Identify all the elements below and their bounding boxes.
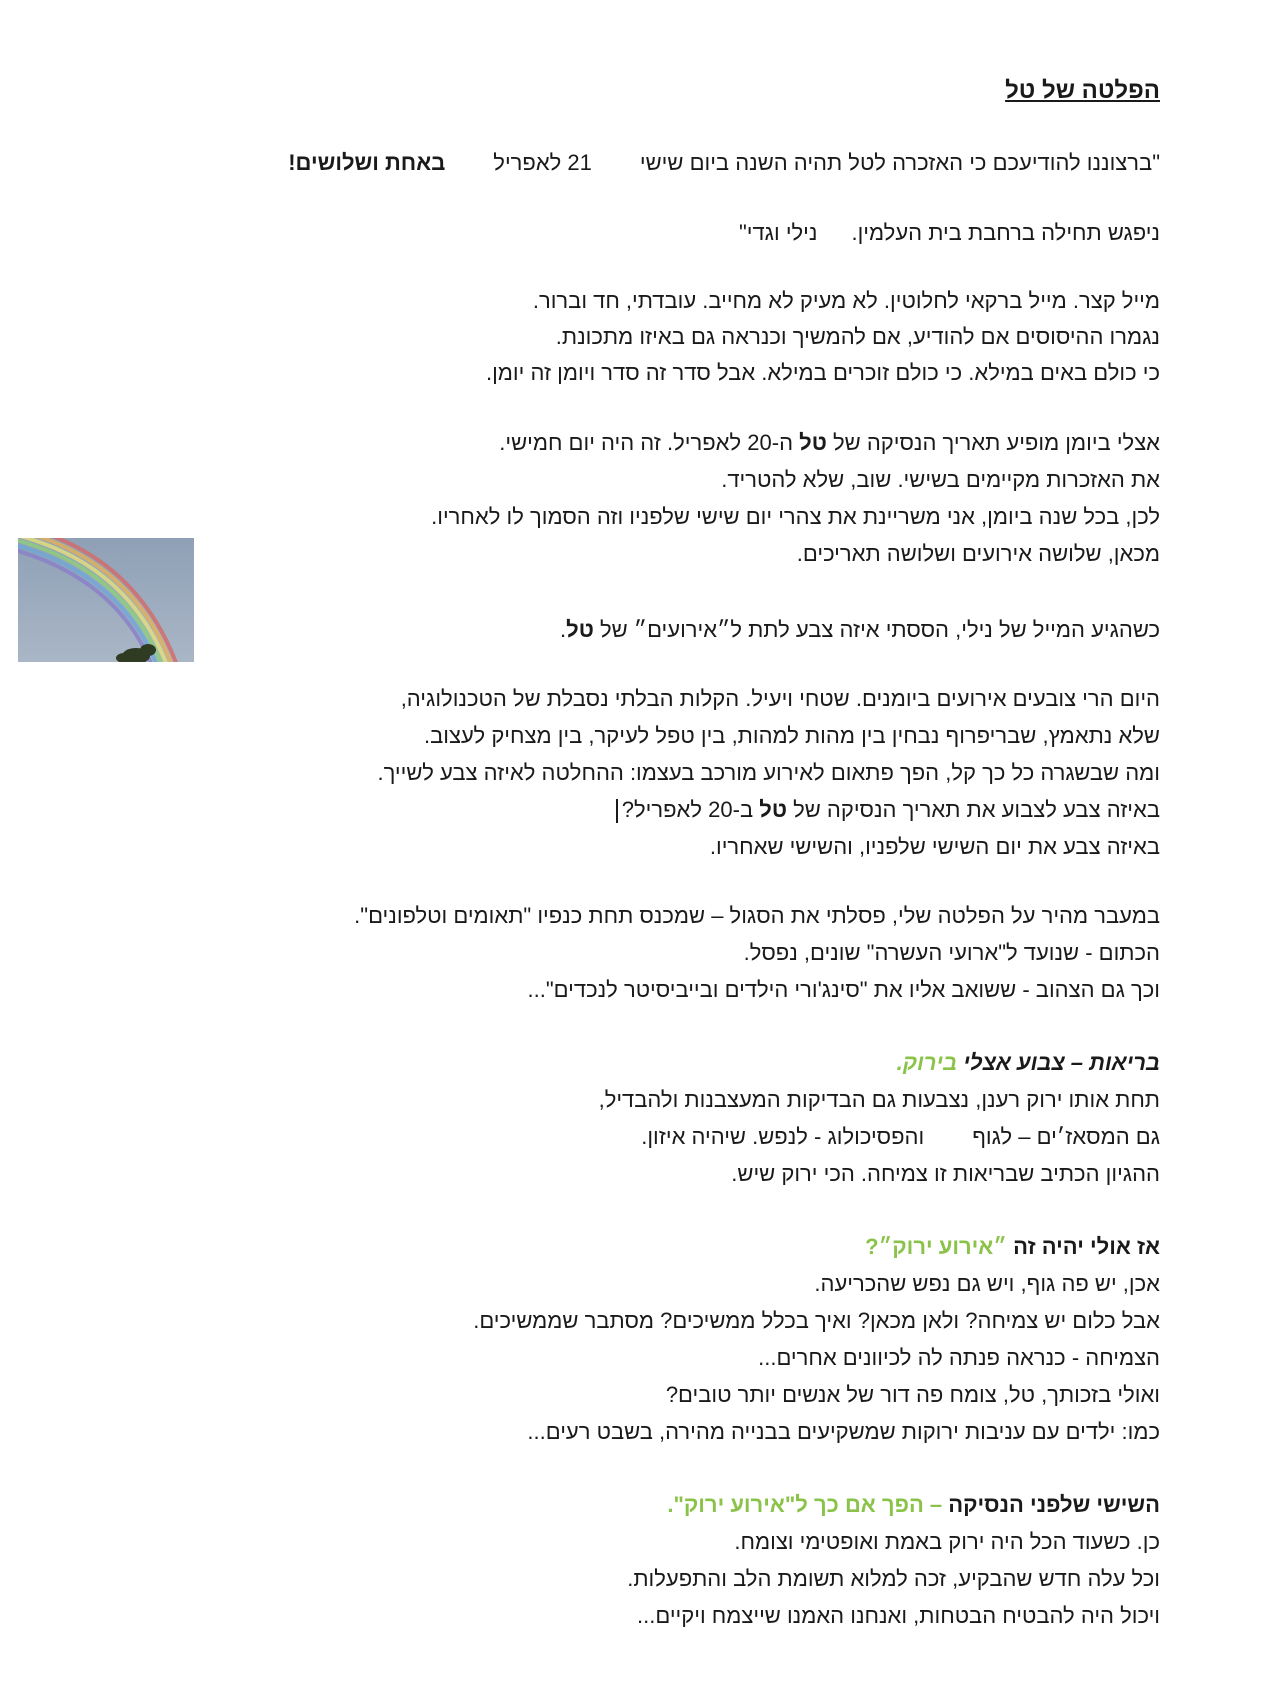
text-span: והפסיכולוג - לנפש. שיהיה איזון. bbox=[641, 1124, 925, 1149]
text-span: ב-20 לאפריל? bbox=[621, 797, 754, 822]
text-span: כשהגיע המייל של נילי, הססתי איזה צבע לתת ל״אירועים״ של bbox=[599, 617, 1160, 642]
intro-time: באחת ושלושים! bbox=[288, 150, 446, 175]
paragraph-line bbox=[616, 795, 1160, 825]
text-span: . bbox=[560, 617, 567, 642]
paragraph-line: ומה שבשגרה כל כך קל, הפך פתאום לאירוע מורכב בעצמו: ההחלטה לאיזה צבע לשייך. bbox=[377, 760, 1160, 785]
paragraph-line: הצמיחה - כנראה פנתה לה לכיוונים אחרים... bbox=[758, 1345, 1160, 1370]
section-heading-green-event bbox=[865, 1232, 1160, 1262]
paragraph-line: באיזה צבע את יום השישי שלפניו, והשישי שאחריו. bbox=[709, 834, 1160, 859]
intro-line-2 bbox=[739, 218, 1160, 248]
paragraph-line: את האזכרות מקיימים בשישי. שוב, שלא להטריד. bbox=[721, 467, 1160, 492]
text-span: ה-20 לאפריל. זה היה יום חמישי. bbox=[499, 430, 794, 455]
paragraph-line: במעבר מהיר על הפלטה שלי, פסלתי את הסגול – שמכנס תחת כנפיו "תאומים וטלפונים". bbox=[354, 903, 1160, 928]
name-tal: טל bbox=[566, 617, 594, 642]
paragraph-line: כן. כשעוד הכל היה ירוק באמת ואופטימי וצומח. bbox=[734, 1529, 1160, 1554]
name-tal: טל bbox=[759, 797, 787, 822]
heading-text: אז אולי יהיה זה bbox=[1013, 1234, 1160, 1259]
heading-text: השישי שלפני הנסיקה bbox=[948, 1492, 1160, 1517]
paragraph-line: כמו: ילדים עם עניבות ירוקות שמשקיעים בבנייה מהירה, בשבט רעים... bbox=[527, 1419, 1160, 1444]
intro-text: "ברצוננו להודיעכם כי האזכרה לטל תהיה השנה ביום שישי bbox=[639, 150, 1160, 175]
paragraph-line: נגמרו ההיסוסים אם להודיע, אם להמשיך וכנראה גם באיזו מתכונת. bbox=[555, 324, 1160, 349]
paragraph-line bbox=[560, 615, 1160, 645]
heading-green-text: – הפך אם כך ל"אירוע ירוק". bbox=[667, 1492, 943, 1517]
paragraph-line: אכן, יש פה גוף, ויש גם נפש שהכריעה. bbox=[814, 1271, 1160, 1296]
intro-meeting: ניפגש תחילה ברחבת בית העלמין. bbox=[851, 220, 1160, 245]
paragraph-line: אבל כלום יש צמיחה? ולאן מכאן? ואיך בכלל ממשיכים? מסתבר שממשיכים. bbox=[473, 1308, 1160, 1333]
paragraph-line: ההגיון הכתיב שבריאות זו צמיחה. הכי ירוק שיש. bbox=[731, 1161, 1160, 1186]
paragraph-line: שלא נתאמץ, שבריפרוף נבחין בין מהות למהות, בין טפל לעיקר, בין מצחיק לעצוב. bbox=[423, 723, 1160, 748]
heading-green-text: בירוק. bbox=[896, 1050, 958, 1075]
paragraph-line: כי כולם באים במילא. כי כולם זוכרים במילא. אבל סדר זה סדר ויומן זה יומן. bbox=[485, 360, 1160, 385]
heading-text: בריאות – צבוע אצלי bbox=[963, 1050, 1160, 1075]
section-heading-friday bbox=[667, 1490, 1160, 1520]
text-span: אצלי ביומן מופיע תאריך הנסיקה של bbox=[833, 430, 1160, 455]
paragraph-line bbox=[641, 1122, 1160, 1152]
paragraph-line: היום הרי צובעים אירועים ביומנים. שטחי ויעיל. הקלות הבלתי נסבלת של הטכנולוגיה, bbox=[400, 686, 1160, 711]
paragraph-line: מייל קצר. מייל ברקאי לחלוטין. לא מעיק לא מחייב. עובדתי, חד וברור. bbox=[532, 288, 1160, 313]
paragraph-line: לכן, בכל שנה ביומן, אני משריינת את צהרי יום שישי שלפניו וזה הסמוך לו לאחריו. bbox=[431, 504, 1160, 529]
paragraph-line: וכל עלה חדש שהבקיע, זכה למלוא תשומת הלב והתפעלות. bbox=[627, 1566, 1160, 1591]
text-span: באיזה צבע לצבוע את תאריך הנסיקה של bbox=[793, 797, 1160, 822]
paragraph-line: הכתום - שנועד ל"ארועי העשרה" שונים, נפסל. bbox=[743, 940, 1160, 965]
paragraph-line bbox=[499, 428, 1160, 458]
heading-green-text: ״אירוע ירוק״? bbox=[865, 1234, 1008, 1259]
document-title: הפלטה של טל bbox=[1005, 77, 1160, 104]
intro-date: 21 לאפריל bbox=[493, 150, 592, 175]
paragraph-line: מכאן, שלושה אירועים ושלושה תאריכים. bbox=[796, 541, 1160, 566]
paragraph-line: ואולי בזכותך, טל, צומח פה דור של אנשים יותר טובים? bbox=[665, 1382, 1160, 1407]
paragraph-line: תחת אותו ירוק רענן, נצבעות גם הבדיקות המעצבנות ולהבדיל, bbox=[598, 1087, 1160, 1112]
intro-line-1 bbox=[288, 148, 1160, 178]
text-cursor bbox=[616, 799, 618, 823]
text-span: גם המסאז׳ים – לגוף bbox=[972, 1124, 1160, 1149]
name-tal: טל bbox=[799, 430, 827, 455]
rainbow-photo bbox=[18, 538, 194, 662]
paragraph-line: ויכול היה להבטיח הבטחות, ואנחנו האמנו שייצמח ויקיים... bbox=[637, 1603, 1160, 1628]
paragraph-line: וכך גם הצהוב - ששואב אליו את "סינג'ורי הילדים ובייביסיטר לנכדים"... bbox=[527, 977, 1160, 1002]
section-heading-health bbox=[897, 1048, 1160, 1078]
intro-signature: נילי וגדי" bbox=[738, 220, 818, 245]
